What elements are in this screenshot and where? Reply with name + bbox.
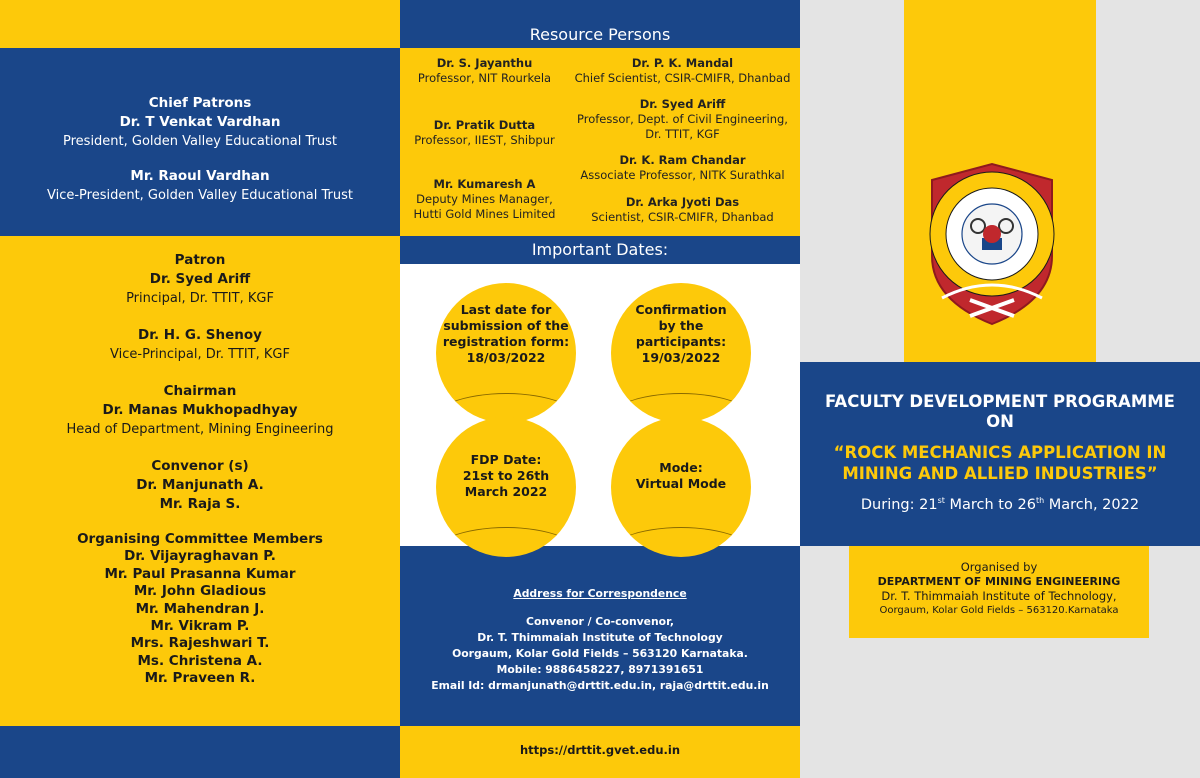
chief-patrons-block bbox=[0, 94, 400, 205]
fdp-heading bbox=[800, 392, 1200, 432]
date-circle-line: registration form: bbox=[442, 334, 570, 349]
resource-person bbox=[402, 177, 567, 222]
convenor-heading: Convenor (s) bbox=[151, 458, 249, 474]
resource-person bbox=[402, 118, 567, 148]
convenor-name: Dr. Manjunath A. bbox=[136, 477, 264, 493]
date-circle-line: participants: bbox=[635, 334, 727, 349]
committee-member: Mr. John Gladious bbox=[133, 583, 267, 600]
date-circle-line: Mode: bbox=[659, 460, 703, 475]
date-circle-line: March 2022 bbox=[464, 484, 548, 499]
fdp-heading-line: FACULTY DEVELOPMENT PROGRAMME bbox=[825, 392, 1175, 411]
resource-person-role: Professor, NIT Rourkela bbox=[417, 71, 552, 85]
date-circle-mode bbox=[611, 417, 751, 557]
institute-address: Oorgaum, Kolar Gold Fields – 563120.Karnataka bbox=[879, 604, 1119, 616]
fdp-topic bbox=[800, 442, 1200, 484]
address-line: Dr. T. Thimmaiah Institute of Technology bbox=[477, 631, 723, 644]
committee-member: Dr. Vijayraghavan P. bbox=[124, 548, 276, 565]
date-circle-fdp bbox=[436, 417, 576, 557]
resource-person bbox=[570, 56, 795, 86]
date-circle-registration bbox=[436, 283, 576, 423]
committee-member: Mr. Praveen R. bbox=[144, 670, 256, 687]
col1-top-strip bbox=[0, 0, 400, 48]
committee-member: Mr. Mahendran J. bbox=[135, 600, 265, 617]
committee-block bbox=[0, 531, 400, 688]
fdp-topic-line: MINING AND ALLIED INDUSTRIES” bbox=[842, 464, 1158, 483]
resource-person bbox=[570, 97, 795, 142]
date-circle-line: Virtual Mode bbox=[635, 476, 727, 491]
patron-name: Dr. Syed Ariff bbox=[149, 271, 251, 287]
resource-person-role: Hutti Gold Mines Limited bbox=[413, 207, 556, 221]
address-email: Email Id: drmanjunath@drttit.edu.in, raja@drttit.edu.in bbox=[431, 679, 769, 692]
resource-person-role: Dr. TTIT, KGF bbox=[645, 127, 720, 141]
fdp-dates-text: March, 2022 bbox=[1044, 496, 1140, 513]
chief-patrons-heading: Chief Patrons bbox=[148, 95, 252, 111]
date-circle-line: 18/03/2022 bbox=[466, 350, 546, 365]
resource-person-name: Dr. S. Jayanthu bbox=[436, 56, 533, 70]
date-circle-line: FDP Date: bbox=[470, 452, 542, 467]
chief-patron-name: Dr. T Venkat Vardhan bbox=[119, 114, 281, 130]
resource-person-name: Dr. Syed Ariff bbox=[639, 97, 726, 111]
committee-member: Mr. Paul Prasanna Kumar bbox=[104, 565, 296, 582]
fdp-dates-text: March to 26 bbox=[944, 496, 1036, 513]
institute-logo bbox=[920, 160, 1065, 330]
resource-person-name: Mr. Kumaresh A bbox=[433, 177, 536, 191]
date-circle-line: by the bbox=[658, 318, 704, 333]
fdp-dates bbox=[800, 496, 1200, 513]
organised-by-label: Organised by bbox=[960, 560, 1038, 574]
resource-person-name: Dr. P. K. Mandal bbox=[631, 56, 734, 70]
resource-person bbox=[570, 153, 795, 183]
convenor-name: Mr. Raja S. bbox=[159, 496, 241, 512]
committee-member: Mr. Vikram P. bbox=[150, 618, 250, 635]
date-circle-line: submission of the bbox=[443, 318, 569, 333]
resource-person-name: Dr. Pratik Dutta bbox=[433, 118, 536, 132]
chief-patron-name: Mr. Raoul Vardhan bbox=[130, 168, 270, 184]
address-heading: Address for Correspondence bbox=[513, 587, 687, 600]
resource-person-role: Scientist, CSIR-CMIFR, Dhanbad bbox=[591, 210, 774, 224]
address-line: Mobile: 9886458227, 8971391651 bbox=[496, 663, 704, 676]
resource-heading: Resource Persons bbox=[529, 25, 671, 44]
institute-name: Dr. T. Thimmaiah Institute of Technology, bbox=[881, 589, 1117, 603]
resource-person-role: Chief Scientist, CSIR-CMIFR, Dhanbad bbox=[574, 71, 791, 85]
chief-patron-role: President, Golden Valley Educational Trust bbox=[63, 134, 337, 149]
vice-principal-name: Dr. H. G. Shenoy bbox=[138, 327, 262, 343]
date-circle-line: 19/03/2022 bbox=[641, 350, 721, 365]
dates-heading: Important Dates: bbox=[531, 240, 669, 259]
patron-block bbox=[0, 251, 400, 514]
institute-logo-emblem bbox=[920, 160, 1065, 330]
committee-member: Ms. Christena A. bbox=[137, 652, 263, 669]
organised-block bbox=[849, 560, 1149, 618]
fdp-topic-line: “ROCK MECHANICS APPLICATION IN bbox=[833, 443, 1167, 462]
fdp-dates-sup: st bbox=[937, 496, 945, 505]
chairman-role: Head of Department, Mining Engineering bbox=[66, 422, 334, 437]
col1-bottom-strip bbox=[0, 726, 400, 778]
fdp-dates-sup: th bbox=[1035, 496, 1045, 505]
website-link[interactable]: https://drttit.gvet.edu.in bbox=[519, 743, 681, 757]
chief-patron-role: Vice-President, Golden Valley Educational Trust bbox=[46, 188, 354, 203]
committee-member: Mrs. Rajeshwari T. bbox=[130, 635, 270, 652]
chairman-name: Dr. Manas Mukhopadhyay bbox=[102, 402, 298, 418]
resource-person bbox=[570, 195, 795, 225]
committee-heading: Organising Committee Members bbox=[77, 531, 323, 547]
chairman-heading: Chairman bbox=[163, 383, 237, 399]
resource-person-role: Deputy Mines Manager, bbox=[416, 192, 553, 206]
resource-person bbox=[402, 56, 567, 86]
patron-heading: Patron bbox=[174, 252, 226, 268]
resource-person-name: Dr. K. Ram Chandar bbox=[619, 153, 746, 167]
resource-person-role: Professor, Dept. of Civil Engineering, bbox=[577, 112, 788, 126]
resource-person-name: Dr. Arka Jyoti Das bbox=[625, 195, 740, 209]
address-line: Convenor / Co-convenor, bbox=[526, 615, 674, 628]
resource-person-role: Professor, IIEST, Shibpur bbox=[414, 133, 555, 147]
vice-principal-role: Vice-Principal, Dr. TTIT, KGF bbox=[110, 347, 290, 362]
patron-role: Principal, Dr. TTIT, KGF bbox=[126, 291, 274, 306]
date-circle-line: 21st to 26th bbox=[462, 468, 550, 483]
address-line: Oorgaum, Kolar Gold Fields – 563120 Karnataka. bbox=[452, 647, 748, 660]
date-circle-confirmation bbox=[611, 283, 751, 423]
fdp-dates-text: During: 21 bbox=[860, 496, 938, 513]
address-block bbox=[400, 586, 800, 694]
department-name: DEPARTMENT OF MINING ENGINEERING bbox=[877, 574, 1121, 588]
resource-person-role: Associate Professor, NITK Surathkal bbox=[580, 168, 785, 182]
date-circle-line: Last date for bbox=[460, 302, 552, 317]
date-circle-line: Confirmation bbox=[635, 302, 727, 317]
fdp-heading-on: ON bbox=[986, 412, 1014, 431]
